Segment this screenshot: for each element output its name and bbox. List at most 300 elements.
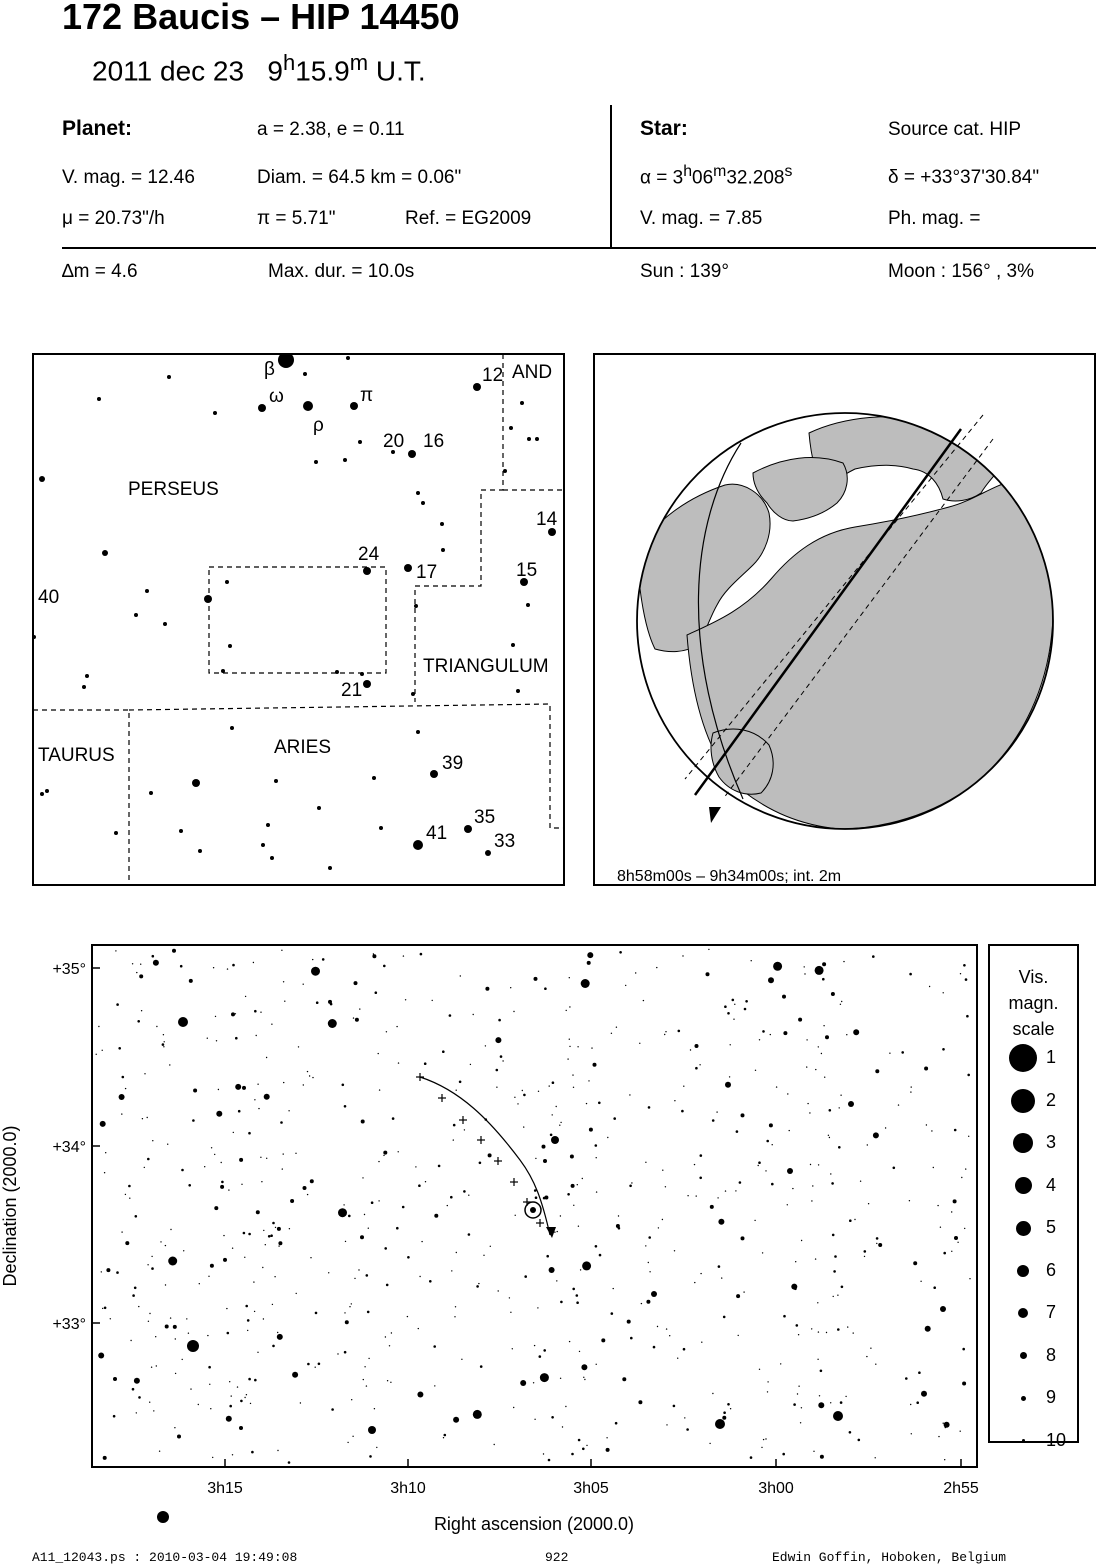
chart-star [104, 1172, 105, 1173]
chart-star [766, 1140, 769, 1143]
finder-star [149, 791, 153, 795]
label-triangulum: TRIANGULUM [423, 656, 549, 677]
x-tick-3h15: 3h15 [207, 1480, 243, 1497]
finder-star [411, 692, 415, 696]
chart-star [825, 1035, 829, 1039]
chart-star [794, 1288, 797, 1291]
chart-star [593, 1063, 597, 1067]
chart-star [315, 1367, 316, 1368]
chart-star [383, 1151, 387, 1155]
chart-star [582, 1261, 591, 1270]
chart-star [96, 1054, 97, 1055]
chart-star [125, 1088, 126, 1089]
finder-star [535, 437, 539, 441]
chart-star [303, 984, 304, 985]
chart-star [372, 954, 376, 958]
chart-star [122, 1076, 125, 1079]
finder-star [204, 595, 212, 603]
label-40: 40 [38, 587, 60, 608]
chart-star [354, 1278, 355, 1279]
chart-star-bright [787, 1168, 793, 1174]
chart-star [730, 1044, 731, 1045]
finder-star [40, 792, 44, 796]
chart-star [149, 1313, 150, 1314]
chart-star [156, 1026, 157, 1027]
chart-star [209, 1384, 210, 1385]
chart-star [244, 1397, 245, 1398]
chart-star [147, 1158, 150, 1161]
finder-star [270, 856, 274, 860]
magnitude-value: 5 [1046, 1217, 1057, 1237]
chart-star [229, 1381, 230, 1382]
finder-star [441, 548, 445, 552]
chart-star [110, 1318, 111, 1319]
chart-star [734, 1004, 735, 1005]
chart-star [514, 1097, 515, 1098]
chart-star [121, 1231, 122, 1232]
magnitude-value: 10 [1046, 1429, 1067, 1450]
y-axis-label: Declination (2000.0) [0, 1125, 20, 1287]
chart-star [257, 1084, 258, 1085]
star-ra-prefix: α = 3 [640, 167, 684, 189]
chart-star [631, 1182, 632, 1183]
x-tick-3h00: 3h00 [758, 1480, 794, 1497]
chart-star [130, 1340, 131, 1341]
star-ra-s: s [784, 163, 793, 180]
chart-star [909, 973, 912, 976]
label-pi: π [360, 385, 374, 406]
chart-star [419, 1276, 420, 1277]
chart-star [783, 1315, 786, 1318]
chart-star [232, 964, 235, 967]
chart-star [192, 1119, 195, 1122]
chart-star [402, 1206, 405, 1209]
chart-star [454, 1316, 455, 1317]
chart-star [860, 1181, 861, 1182]
chart-star [736, 1130, 739, 1133]
chart-star [378, 1053, 379, 1054]
chart-star [132, 1294, 135, 1297]
chart-star [378, 1200, 379, 1201]
chart-star [278, 1241, 282, 1245]
chart-star [905, 1377, 908, 1380]
chart-star [318, 1363, 321, 1366]
chart-star [188, 1333, 189, 1334]
chart-star [148, 1321, 149, 1322]
chart-star [967, 1074, 970, 1077]
chart-star [351, 1399, 352, 1400]
chart-star [298, 1046, 299, 1047]
chart-star [459, 1081, 462, 1084]
chart-star [571, 1453, 574, 1456]
chart-star [846, 1034, 847, 1035]
chart-star [945, 1427, 946, 1428]
chart-star [392, 1117, 395, 1120]
chart-star [453, 1139, 454, 1140]
chart-star [772, 1144, 773, 1145]
chart-star [875, 1069, 879, 1073]
chart-star [98, 1026, 99, 1027]
chart-star [140, 964, 141, 965]
chart-star [387, 1380, 388, 1381]
chart-star [867, 1144, 868, 1145]
hours-unit: h [282, 50, 296, 75]
chart-star [910, 1404, 911, 1405]
chart-star [310, 1179, 314, 1183]
chart-star [924, 1067, 928, 1071]
chart-star [405, 999, 406, 1000]
chart-star [798, 1018, 802, 1022]
chart-star [792, 1188, 793, 1189]
chart-star [662, 1219, 663, 1220]
chart-star [765, 1438, 766, 1439]
finder-star [485, 850, 491, 856]
chart-star [129, 1198, 130, 1199]
chart-star [151, 1256, 152, 1257]
chart-star [359, 1008, 360, 1009]
chart-star [539, 1355, 542, 1358]
chart-star [258, 1108, 259, 1109]
chart-star [153, 960, 159, 966]
chart-star [272, 1304, 273, 1305]
chart-star [403, 955, 404, 956]
chart-star [960, 1431, 961, 1432]
magnitude-dot [1011, 1089, 1035, 1113]
chart-star [498, 1019, 501, 1022]
chart-star [241, 1184, 242, 1185]
chart-star [421, 1241, 422, 1242]
chart-star [235, 1084, 241, 1090]
chart-star-bright [187, 1340, 199, 1352]
chart-star [875, 1364, 876, 1365]
chart-star [549, 1267, 555, 1273]
chart-star [696, 1195, 697, 1196]
chart-star [116, 1003, 119, 1006]
x-tick-2h55: 2h55 [943, 1480, 979, 1497]
planet-vmag: V. mag. = 12.46 [62, 167, 195, 188]
chart-star [873, 1132, 879, 1138]
chart-star [211, 1147, 212, 1148]
chart-star [272, 1222, 275, 1225]
finder-star [230, 726, 234, 730]
chart-star [681, 1110, 684, 1113]
chart-star [933, 1286, 936, 1289]
chart-star [142, 1118, 143, 1119]
chart-star [690, 1049, 691, 1050]
chart-star [767, 1381, 768, 1382]
chart-star [353, 1017, 354, 1018]
chart-star [233, 1132, 234, 1133]
finder-star [416, 730, 420, 734]
chart-star [502, 1060, 503, 1061]
chart-star [807, 1103, 808, 1104]
chart-star [378, 1161, 379, 1162]
chart-star [396, 1227, 399, 1230]
chart-star [782, 995, 786, 999]
chart-star [238, 1110, 241, 1113]
chart-star [116, 1271, 119, 1274]
chart-star-bright [715, 1419, 725, 1429]
chart-star [237, 1386, 238, 1387]
chart-star [345, 1320, 349, 1324]
finder-star [85, 674, 89, 678]
chart-star [725, 1190, 726, 1191]
chart-star [473, 1014, 474, 1015]
chart-star [415, 1166, 416, 1167]
chart-star [573, 1205, 574, 1206]
star-source: Source cat. HIP [888, 119, 1022, 140]
chart-star [98, 1353, 104, 1359]
chart-star [569, 1046, 570, 1047]
chart-star [596, 1157, 597, 1158]
chart-star [289, 1228, 290, 1229]
chart-star [828, 1135, 829, 1136]
chart-star-bright [551, 1136, 559, 1144]
chart-star [254, 1379, 257, 1382]
chart-star [275, 1227, 276, 1228]
finder-star [421, 501, 425, 505]
chart-star [215, 1016, 216, 1017]
chart-star [106, 1268, 110, 1272]
chart-star [447, 1205, 448, 1206]
chart-star [375, 991, 378, 994]
chart-star [229, 1405, 232, 1408]
chart-star [383, 965, 386, 968]
chart-star [569, 1341, 570, 1342]
chart-star [674, 1100, 675, 1101]
chart-star [613, 1288, 614, 1289]
chart-star [316, 1001, 319, 1004]
finder-star [416, 491, 420, 495]
chart-star [144, 1073, 145, 1074]
chart-star [569, 977, 570, 978]
star-vmag: V. mag. = 7.85 [640, 208, 763, 229]
label-12: 12 [482, 365, 504, 386]
chart-star [147, 1264, 148, 1265]
chart-star [292, 1372, 298, 1378]
chart-star [759, 1039, 760, 1040]
chart-star [362, 1177, 363, 1178]
chart-star [523, 1126, 524, 1127]
chart-star [666, 1328, 667, 1329]
finder-star [179, 829, 183, 833]
label-omega: ω [269, 386, 284, 407]
chart-star [554, 1232, 555, 1233]
finder-star [440, 522, 444, 526]
finder-star [363, 680, 371, 688]
chart-star [434, 1385, 435, 1386]
chart-star [876, 1237, 879, 1240]
chart-star [806, 1066, 807, 1067]
chart-star [272, 1345, 275, 1348]
finder-star [97, 397, 101, 401]
chart-star [744, 1008, 747, 1011]
finder-star [509, 426, 513, 430]
chart-star [337, 1353, 338, 1354]
chart-star-bright [178, 1017, 188, 1027]
label-35: 35 [474, 807, 496, 828]
chart-star [183, 1250, 184, 1251]
magnitude-dot [1018, 1308, 1028, 1318]
finder-star [221, 669, 225, 673]
chart-star [186, 1318, 187, 1319]
chart-star [102, 1308, 103, 1309]
chart-star [864, 1256, 865, 1257]
chart-star [849, 1219, 852, 1222]
chart-star [510, 1312, 511, 1313]
chart-star [911, 1433, 912, 1434]
chart-star [596, 1364, 597, 1365]
chart-star [204, 1166, 205, 1167]
chart-star [266, 1158, 267, 1159]
chart-star [762, 1030, 765, 1033]
label-rho: ρ [313, 415, 324, 436]
chart-star [164, 1041, 165, 1042]
chart-star [342, 1084, 345, 1087]
chart-star [595, 1245, 598, 1248]
chart-star [240, 1400, 243, 1403]
chart-star [198, 1404, 199, 1405]
chart-star [235, 1037, 238, 1040]
chart-star [910, 1091, 911, 1092]
chart-star [144, 1167, 145, 1168]
chart-star [957, 1242, 958, 1243]
chart-star [533, 1382, 534, 1383]
chart-star [674, 1250, 675, 1251]
chart-star [159, 1451, 160, 1452]
chart-star [407, 1316, 408, 1317]
chart-star [586, 1103, 587, 1104]
chart-star [953, 1199, 957, 1203]
chart-star [461, 1359, 462, 1360]
magnitude-value: 2 [1046, 1089, 1057, 1110]
chart-star [611, 1312, 614, 1315]
magnitude-scale-title [990, 964, 1077, 1042]
chart-star [708, 949, 709, 950]
chart-star [811, 1328, 812, 1329]
chart-star [773, 962, 782, 971]
chart-star-bright [848, 1101, 854, 1107]
label-20: 20 [383, 431, 405, 452]
chart-star [840, 1401, 843, 1404]
chart-star [800, 1422, 801, 1423]
chart-star [898, 1104, 899, 1105]
chart-star [695, 1044, 699, 1048]
chart-star [315, 1312, 318, 1315]
finder-star [350, 402, 358, 410]
finder-star [225, 580, 229, 584]
chart-star [538, 1091, 539, 1092]
chart-star [132, 1388, 135, 1391]
chart-star [243, 1232, 246, 1235]
chart-star [247, 1319, 250, 1322]
chart-star [832, 1234, 835, 1237]
chart-star [686, 1428, 689, 1431]
planet-orbit: a = 2.38, e = 0.11 [257, 119, 405, 140]
chart-star [889, 1053, 890, 1054]
chart-star [496, 1069, 499, 1072]
chart-star [657, 1326, 658, 1327]
chart-star [727, 1403, 730, 1406]
chart-star [839, 1107, 840, 1108]
chart-star [870, 1348, 871, 1349]
chart-star [683, 1348, 686, 1351]
chart-star [352, 1436, 353, 1437]
chart-star [277, 1450, 278, 1451]
chart-star [256, 1035, 257, 1036]
chart-star [567, 1193, 570, 1196]
chart-star [344, 1312, 345, 1313]
magnitude-dot [1015, 1177, 1032, 1194]
chart-star [311, 967, 320, 976]
chart-star [242, 1086, 246, 1090]
chart-star [864, 1250, 867, 1253]
chart-star [629, 1094, 630, 1095]
chart-star [537, 1307, 538, 1308]
chart-star [723, 1411, 726, 1414]
event-hours: 9 [267, 55, 283, 87]
chart-star [841, 1286, 844, 1289]
chart-star [115, 950, 116, 951]
chart-star [248, 1132, 251, 1135]
chart-star-bright [651, 1291, 657, 1297]
chart-star [847, 1326, 848, 1327]
chart-star-bright [833, 1411, 843, 1421]
chart-star [801, 1407, 802, 1408]
chart-star [364, 1366, 365, 1367]
chart-star [398, 1062, 399, 1063]
chart-star [522, 1090, 523, 1091]
finder-star [228, 644, 232, 648]
chart-star [391, 1332, 392, 1333]
chart-star [687, 1195, 688, 1196]
event-date: 2011 dec 23 [92, 55, 245, 87]
chart-star [213, 967, 214, 968]
label-39: 39 [442, 753, 464, 774]
chart-star [837, 1295, 838, 1296]
chart-star [348, 1215, 351, 1218]
chart-star [232, 1248, 233, 1249]
chart-star [968, 1136, 969, 1137]
chart-star [309, 1075, 310, 1076]
chart-star [266, 1057, 267, 1058]
finder-star [328, 866, 332, 870]
chart-star [328, 1000, 332, 1004]
chart-star [940, 1227, 941, 1228]
magnitude-dot [1009, 1044, 1037, 1072]
chart-star [815, 1258, 816, 1259]
label-15: 15 [516, 560, 538, 581]
chart-star [669, 1335, 670, 1336]
chart-star [253, 962, 254, 963]
chart-star [755, 1070, 756, 1071]
chart-star [425, 1181, 426, 1182]
info-divider [610, 105, 612, 248]
chart-star [820, 1455, 824, 1459]
star-ra [640, 163, 792, 189]
chart-star [944, 1422, 950, 1428]
chart-star [449, 1014, 452, 1017]
chart-star [534, 1419, 535, 1420]
chart-star-bright [940, 1306, 946, 1312]
chart-star [534, 1345, 535, 1346]
finder-star [213, 411, 217, 415]
chart-star [307, 1194, 308, 1195]
chart-star [589, 1128, 593, 1132]
page-title: 172 Baucis – HIP 14450 [62, 0, 460, 37]
finder-star [516, 689, 520, 693]
chart-star [199, 1283, 200, 1284]
